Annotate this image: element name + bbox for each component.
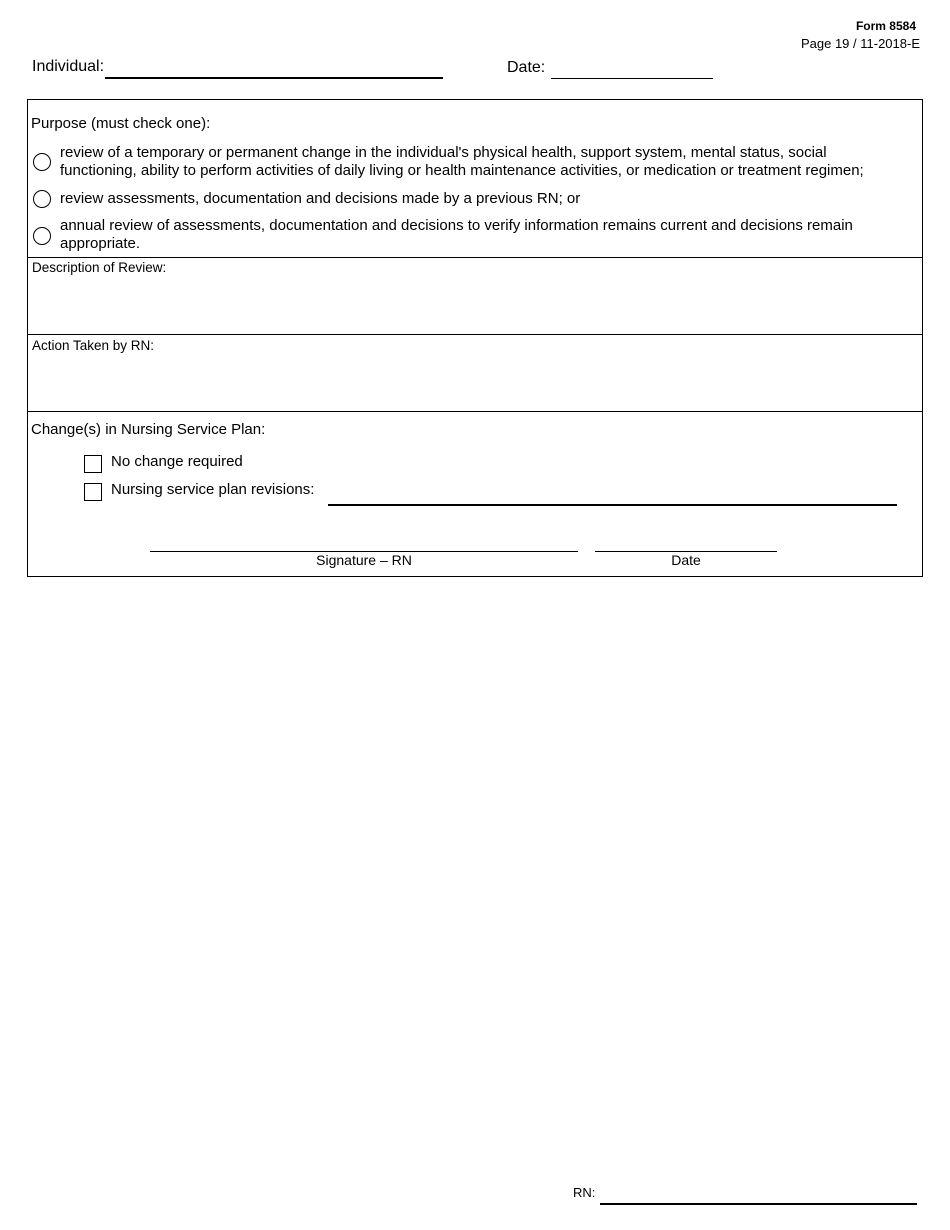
- signature-rn-label: Signature – RN: [316, 552, 412, 568]
- description-field[interactable]: [28, 278, 922, 333]
- revisions-field[interactable]: [328, 504, 897, 506]
- purpose-option-change-review: review of a temporary or permanent change in the individual's physical health, support system, mental status, social functioning, ability to perform activities of daily living or health maintenance activities, or medication or treatment regimen;: [60, 144, 864, 179]
- review-form-box: [27, 99, 923, 577]
- date-field[interactable]: [551, 78, 713, 79]
- date-label: Date:: [507, 59, 546, 76]
- revisions-checkbox[interactable]: [84, 483, 102, 501]
- revisions-label: Nursing service plan revisions:: [111, 481, 315, 498]
- purpose-radio-change-review[interactable]: [33, 153, 51, 171]
- no-change-checkbox[interactable]: [84, 455, 102, 473]
- rn-initials-field[interactable]: [600, 1203, 917, 1205]
- purpose-option-previous-rn: review assessments, documentation and decisions made by a previous RN; or: [60, 190, 581, 207]
- purpose-radio-previous-rn[interactable]: [33, 190, 51, 208]
- signature-date-label: Date: [671, 552, 701, 568]
- action-taken-label: Action Taken by RN:: [32, 338, 155, 353]
- divider: [28, 334, 922, 335]
- description-label: Description of Review:: [32, 260, 167, 275]
- no-change-label: No change required: [111, 453, 243, 470]
- individual-field[interactable]: [105, 77, 443, 79]
- purpose-radio-annual-review[interactable]: [33, 227, 51, 245]
- individual-label: Individual:: [32, 58, 105, 75]
- purpose-title: Purpose (must check one):: [31, 115, 211, 132]
- form-number: Form 8584: [855, 19, 916, 33]
- rn-initials-label: RN:: [573, 1185, 596, 1200]
- action-taken-field[interactable]: [28, 356, 922, 410]
- page-reference: Page 19 / 11-2018-E: [800, 36, 920, 51]
- purpose-option-annual-review: annual review of assessments, documentation and decisions to verify information remains current and decisions remain appropriate.: [60, 217, 853, 252]
- divider: [28, 257, 922, 258]
- divider: [28, 411, 922, 412]
- changes-title: Change(s) in Nursing Service Plan:: [31, 421, 266, 438]
